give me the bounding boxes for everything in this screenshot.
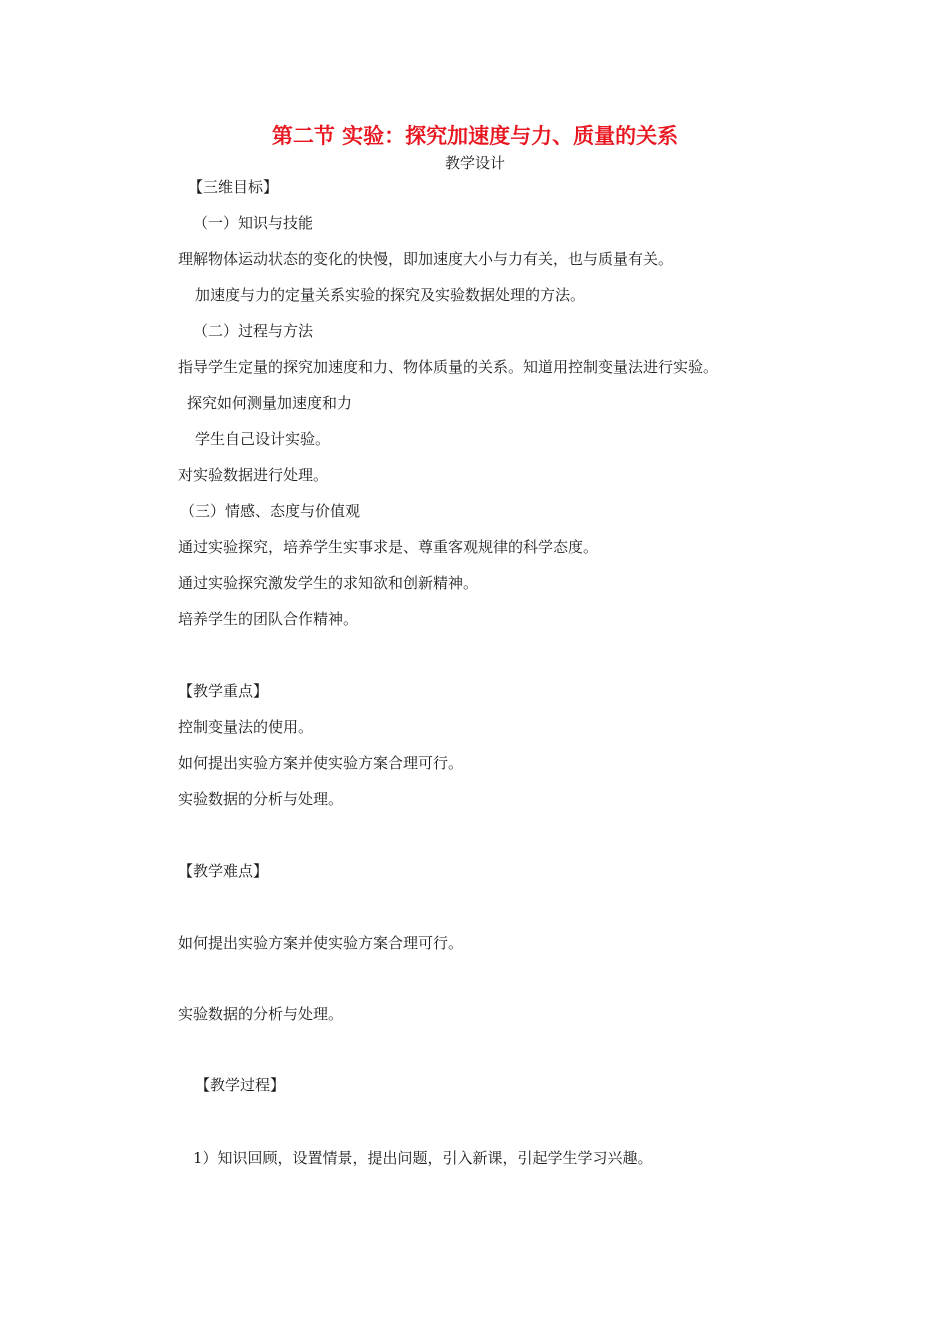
paragraph-line: 指导学生定量的探究加速度和力、物体质量的关系。知道用控制变量法进行实验。 [178,358,719,376]
paragraph-line: 控制变量法的使用。 [178,718,314,736]
paragraph-line: 实验数据的分析与处理。 [178,1005,344,1023]
paragraph-line: 通过实验探究，培养学生实事求是、尊重客观规律的科学态度。 [178,538,599,556]
subheading-process-method: （二）过程与方法 [193,322,314,340]
paragraph-line: 探究如何测量加速度和力 [187,394,353,412]
paragraph-line: 加速度与力的定量关系实验的探究及实验数据处理的方法。 [195,286,586,304]
subheading-knowledge-skills: （一）知识与技能 [193,214,314,232]
paragraph-line: 学生自己设计实验。 [195,430,331,448]
paragraph-line: 对实验数据进行处理。 [178,466,329,484]
paragraph-line: 1）知识回顾，设置情景，提出问题，引入新课，引起学生学习兴趣。 [193,1149,653,1167]
section-heading-difficulties: 【教学难点】 [178,862,269,880]
document-subtitle: 教学设计 [444,154,505,172]
section-heading-key-points: 【教学重点】 [178,682,269,700]
paragraph-line: 通过实验探究激发学生的求知欲和创新精神。 [178,574,479,592]
paragraph-line: 实验数据的分析与处理。 [178,790,344,808]
section-heading-objectives: 【三维目标】 [188,178,279,196]
paragraph-line: 培养学生的团队合作精神。 [178,610,359,628]
subheading-attitude-values: （三）情感、态度与价值观 [180,502,361,520]
paragraph-line: 如何提出实验方案并使实验方案合理可行。 [178,754,464,772]
document-title: 第二节 实验：探究加速度与力、质量的关系 [271,123,679,148]
paragraph-line: 理解物体运动状态的变化的快慢，即加速度大小与力有关，也与质量有关。 [178,250,674,268]
paragraph-line: 如何提出实验方案并使实验方案合理可行。 [178,934,464,952]
section-heading-process: 【教学过程】 [195,1076,286,1094]
